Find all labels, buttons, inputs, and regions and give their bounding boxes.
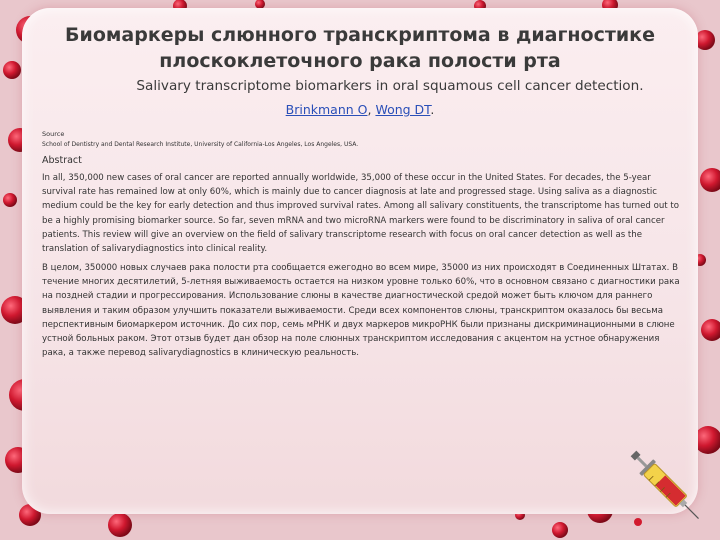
page-title-en: Salivary transcriptome biomarkers in oral squamous cell cancer detection. bbox=[136, 78, 644, 94]
author-link-brinkmann[interactable]: Brinkmann O bbox=[285, 102, 368, 117]
abstract-heading: Abstract bbox=[42, 155, 82, 166]
source-affiliation: School of Dentistry and Dental Research Institute, University of California-Los Angeles, Los Angeles, USA. bbox=[42, 141, 359, 148]
author-link-wong[interactable]: Wong DT bbox=[375, 102, 431, 117]
authors-end: . bbox=[430, 102, 435, 117]
abstract-text-ru: В целом, 350000 новых случаев рака полости рта сообщается ежегодно во всем мире, 35000 из них происходят в Соединенных Штатах. В течение многих десятилетий, 5-летняя выживаемость остается на низком уровне только 60%, что в основном связано с диагностики рака на поздней стадии и прогрессирования. Использование слюны в качестве диагностической средой может быть ключом для раннего выявления и таким образом улучшить показатели выживаемости. Среди всех компонентов слюны, транскриптом оказалось бы весьма перспективным биомаркером источник. До сих пор, семь мРНК и двух маркеров микроРНК были признаны дискриминационными в слюне устной больных раком. Этот отзыв будет дан обзор на поле слюнных транскриптом исследования с акцентом на устное обнаружения рака, а также перевод salivarydiagnostics в клиническую реальность. bbox=[42, 263, 680, 359]
abstract-text-en: In all, 350,000 new cases of oral cancer are reported annually worldwide, 35,000 of these occur in the United States. For decades, the 5-year survival rate has remained low at only 60%, which is mainly due to cancer diagnosis at late and progressed stage. Using saliva as a diagnostic medium could be the key for early detection and thus improved survival rates. Among all salivary constituents, the transcriptome has turned out to be a highly promising biomarker source. So far, seven mRNA and two microRNA markers were found to be discriminatory in saliva of oral cancer patients. This review will give an overview on the field of salivary transcriptome research with focus on oral cancer detection as well as the translation of salivarydiagnostics into clinical reality. bbox=[42, 173, 680, 255]
authors-line bbox=[0, 102, 720, 117]
syringe-icon bbox=[618, 438, 714, 534]
source-label: Source bbox=[42, 130, 65, 138]
page-title-ru: Биомаркеры слюнного транскриптома в диагностике плоскоклеточного рака полости рта bbox=[65, 24, 655, 72]
authors-separator: , bbox=[367, 102, 376, 117]
